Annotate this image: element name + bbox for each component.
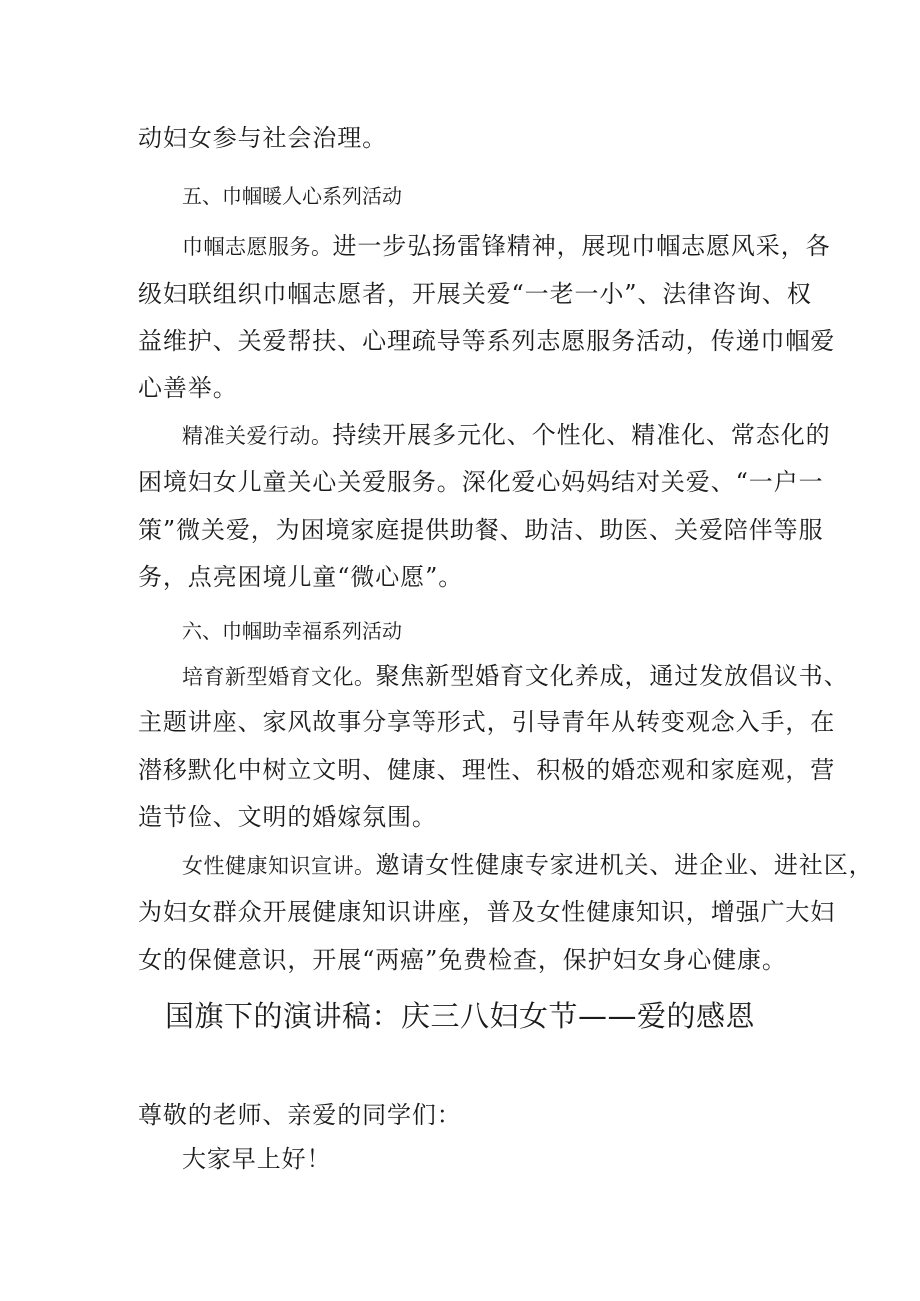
intro-line: 动妇女参与社会治理。 [138,124,387,152]
section-5-heading: 五、巾帼暖人心系列活动 [182,184,402,208]
paragraph-line: 务，点亮困境儿童“微心愿”。 [138,563,464,591]
paragraph-line: 级妇联组织巾帼志愿者，开展关爱“一老一小”、法律咨询、权 [138,280,812,308]
paragraph-text: 进一步弘扬雷锋精神，展现巾帼志愿风采，各 [332,232,831,260]
paragraph-line: 益维护、关爱帮扶、心理疏导等系列志愿服务活动，传递巾帼爱 [138,327,836,355]
paragraph-line: 困境妇女儿童关心关爱服务。深化爱心妈妈结对关爱、“一户一 [138,468,824,496]
paragraph-line: 女的保健意识，开展“两癌”免费检查，保护妇女身心健康。 [138,946,787,974]
paragraph-text: 聚焦新型婚育文化养成，通过发放倡议书、 [375,662,849,690]
paragraph-text: 持续开展多元化、个性化、精准化、常态化的 [332,421,831,449]
paragraph-line: 潜移默化中树立文明、健康、理性、积极的婚恋观和家庭观，营 [138,756,836,784]
paragraph-line [182,851,874,880]
paragraph-text: 邀请女性健康专家进机关、进企业、进社区， [375,851,874,879]
section-6-heading: 六、巾帼助幸福系列活动 [182,619,402,643]
paragraph-lead: 精准关爱行动。 [182,424,333,448]
paragraph-line: 策”微关爱，为困境家庭提供助餐、助洁、助医、关爱陪伴等服 [138,516,824,544]
speech-salutation: 尊敬的老师、亲爱的同学们： [138,1101,462,1129]
paragraph-line: 心善举。 [138,374,238,402]
paragraph-lead: 巾帼志愿服务。 [182,235,333,259]
paragraph-lead: 女性健康知识宣讲。 [182,854,376,878]
speech-greeting: 大家早上好！ [182,1145,332,1173]
paragraph-line: 主题讲座、家风故事分享等形式，引导青年从转变观念入手，在 [138,708,836,736]
paragraph-line [182,421,831,450]
speech-title: 国旗下的演讲稿：庆三八妇女节——爱的感恩 [164,999,755,1033]
paragraph-lead: 培育新型婚育文化。 [182,665,376,689]
paragraph-line: 造节俭、文明的婚嫁氛围。 [138,803,437,831]
paragraph-line: 为妇女群众开展健康知识讲座，普及女性健康知识，增强广大妇 [138,898,836,926]
paragraph-line [182,232,831,261]
paragraph-line [182,662,849,691]
